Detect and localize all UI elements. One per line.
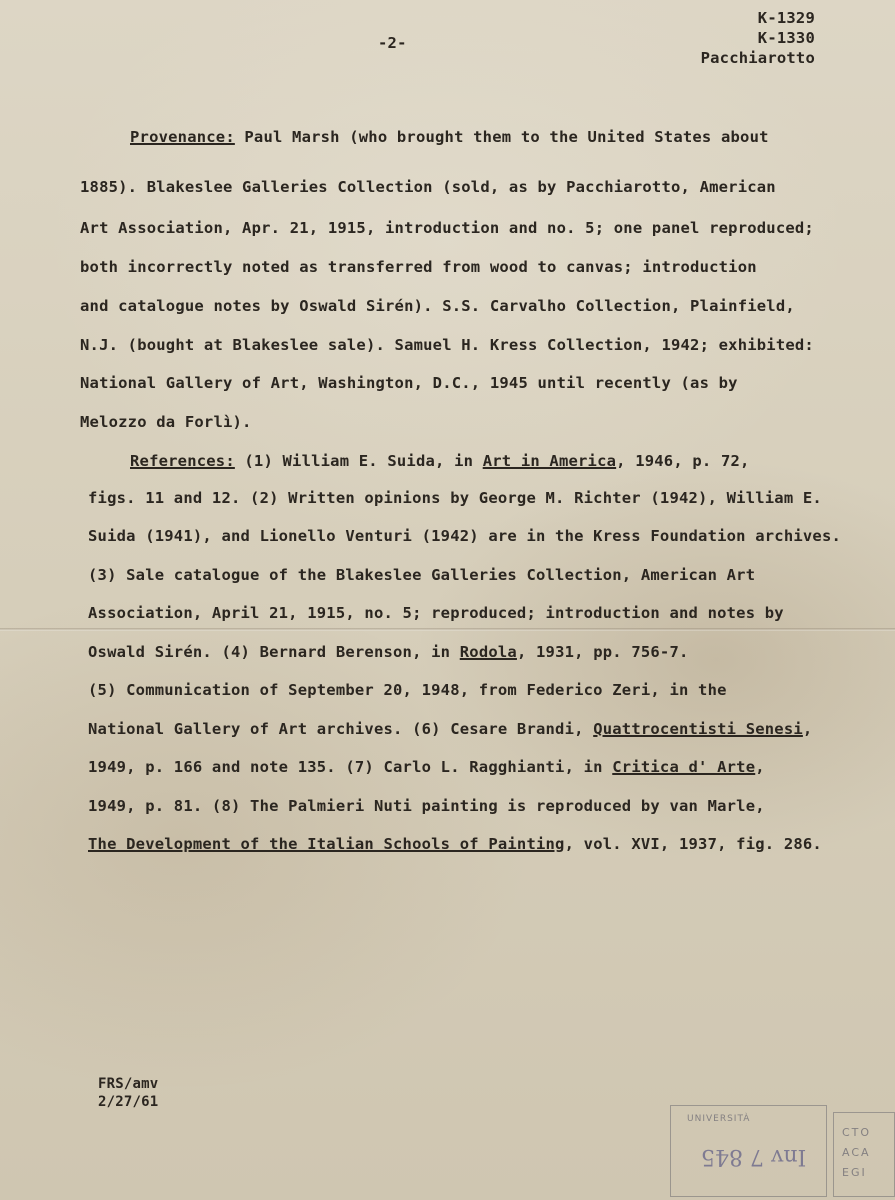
references-line: (5) Communication of September 20, 1948, from Federico Zeri, in the bbox=[88, 681, 727, 699]
references-line: figs. 11 and 12. (2) Written opinions by George M. Richter (1942), William E. bbox=[88, 489, 822, 507]
archive-stamp: UNIVERSITÀ Inv 7 845 bbox=[670, 1105, 827, 1197]
catalogue-ids bbox=[700, 8, 815, 68]
document-date: 2/27/61 bbox=[98, 1094, 159, 1110]
provenance-line: both incorrectly noted as transferred from wood to canvas; introduction bbox=[80, 258, 757, 276]
publication-title: Art in America bbox=[482, 452, 617, 470]
provenance-heading: Provenance: bbox=[130, 128, 235, 146]
catalogue-id: K-1330 bbox=[757, 29, 815, 47]
provenance-line: 1885). Blakeslee Galleries Collection (sold, as by Pacchiarotto, American bbox=[80, 178, 776, 196]
references-line: (3) Sale catalogue of the Blakeslee Galleries Collection, American Art bbox=[88, 566, 756, 584]
references-line: References: (1) William E. Suida, in Art in America, 1946, p. 72, bbox=[130, 452, 750, 470]
catalogue-id: K-1329 bbox=[757, 9, 815, 27]
provenance-line: N.J. (bought at Blakeslee sale). Samuel H. Kress Collection, 1942; exhibited: bbox=[80, 336, 814, 354]
inventory-number: Inv 7 845 bbox=[701, 1144, 807, 1169]
publication-title: Critica d' Arte bbox=[612, 758, 756, 776]
provenance-line: and catalogue notes by Oswald Sirén). S.S. Carvalho Collection, Plainfield, bbox=[80, 297, 795, 315]
provenance-line: Provenance: Paul Marsh (who brought them to the United States about bbox=[130, 128, 769, 146]
author-initials: FRS/amv 2/27/61 bbox=[98, 1076, 159, 1110]
references-line: The Development of the Italian Schools of Painting, vol. XVI, 1937, fig. 286. bbox=[88, 835, 822, 853]
artist-name: Pacchiarotto bbox=[700, 49, 815, 67]
references-line: 1949, p. 81. (8) The Palmieri Nuti painting is reproduced by van Marle, bbox=[88, 797, 765, 815]
provenance-line: National Gallery of Art, Washington, D.C., 1945 until recently (as by bbox=[80, 374, 738, 392]
references-line: National Gallery of Art archives. (6) Cesare Brandi, Quattrocentisti Senesi, bbox=[88, 720, 813, 738]
publication-title: Quattrocentisti Senesi bbox=[593, 720, 803, 738]
references-line: Suida (1941), and Lionello Venturi (1942) are in the Kress Foundation archives. bbox=[88, 527, 842, 545]
publication-title: Rodola bbox=[459, 643, 517, 661]
paper-fold-line bbox=[0, 628, 895, 631]
fototeca-stamp: CTO ACA EGI bbox=[833, 1112, 895, 1197]
provenance-line: Melozzo da Forlì). bbox=[80, 413, 252, 431]
references-line: Association, April 21, 1915, no. 5; reproduced; introduction and notes by bbox=[88, 604, 784, 622]
page-number: -2- bbox=[378, 34, 407, 52]
provenance-line: Art Association, Apr. 21, 1915, introduction and no. 5; one panel reproduced; bbox=[80, 219, 814, 237]
references-line: Oswald Sirén. (4) Bernard Berenson, in Rodola, 1931, pp. 756-7. bbox=[88, 643, 689, 661]
references-line: 1949, p. 166 and note 135. (7) Carlo L. Ragghianti, in Critica d' Arte, bbox=[88, 758, 765, 776]
references-heading: References: bbox=[130, 452, 235, 470]
publication-title: The Development of the Italian Schools of Painting bbox=[88, 835, 565, 853]
